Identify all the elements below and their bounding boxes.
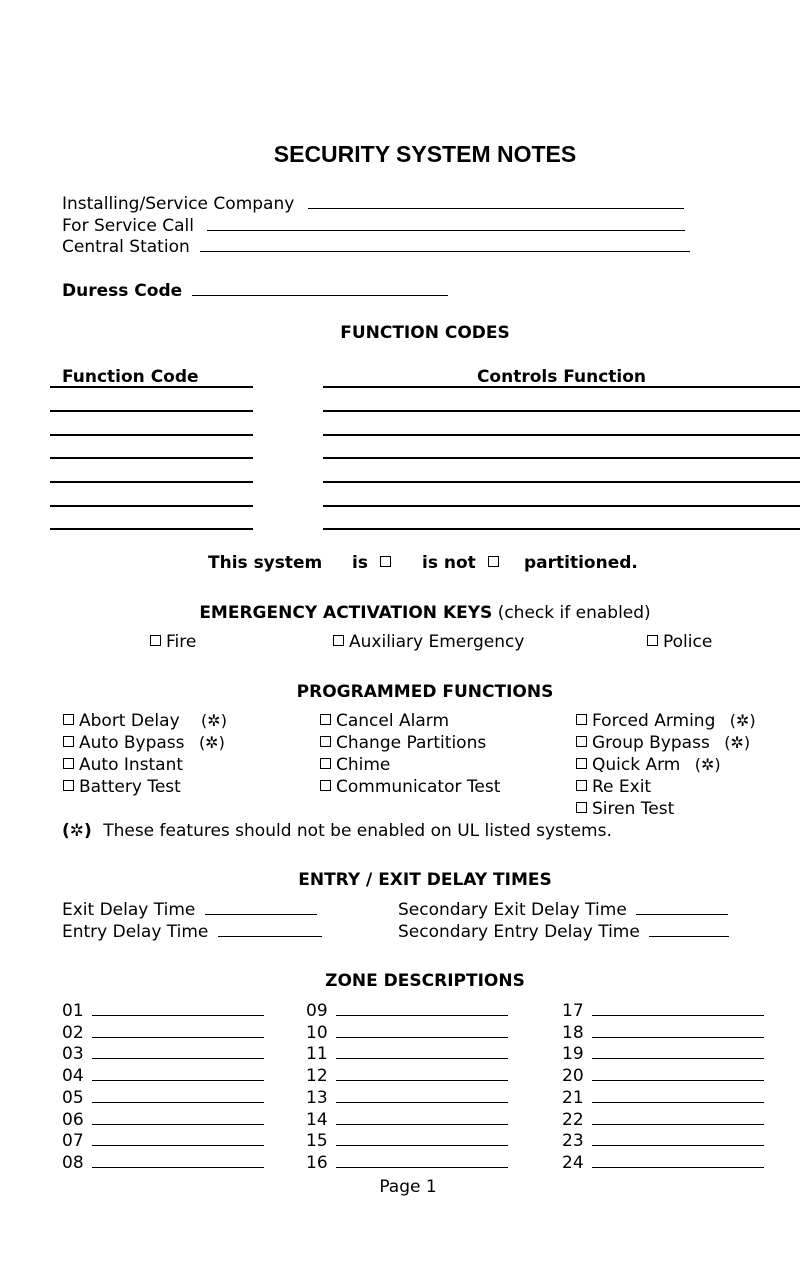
zone-row (306, 1065, 508, 1086)
function-re-exit[interactable] (576, 777, 651, 797)
zone-description-blank[interactable] (92, 1022, 264, 1038)
emergency-heading: EMERGENCY ACTIVATION KEYS (199, 603, 493, 623)
group-bypass-checkbox[interactable] (576, 736, 587, 747)
function-code-header-rule (50, 386, 253, 388)
zone-number: 06 (62, 1109, 84, 1130)
group-bypass-label: Group Bypass (592, 733, 710, 753)
zone-number: 22 (562, 1109, 584, 1130)
zone-number: 10 (306, 1022, 328, 1043)
communicator-test-label: Communicator Test (336, 777, 501, 797)
partition-is-label: is (352, 553, 368, 573)
secondary-exit-delay-label: Secondary Exit Delay Time (398, 900, 627, 920)
zone-description-blank[interactable] (592, 1130, 764, 1146)
zone-description-blank[interactable] (336, 1000, 508, 1016)
zone-row (62, 1087, 264, 1108)
zone-description-blank[interactable] (592, 1000, 764, 1016)
function-chime[interactable] (320, 755, 390, 775)
zone-row (62, 1043, 264, 1064)
function-group-bypass[interactable] (576, 733, 750, 753)
quick-arm-label: Quick Arm (592, 755, 681, 775)
secondary-entry-delay-blank[interactable] (649, 921, 729, 937)
service-call-field (62, 215, 685, 236)
zone-number: 12 (306, 1066, 328, 1087)
partition-suffix: partitioned. (524, 553, 638, 573)
battery-test-checkbox[interactable] (63, 780, 74, 791)
installing-company-blank[interactable] (308, 193, 684, 209)
function-quick-arm[interactable] (576, 755, 721, 775)
police-label: Police (663, 632, 713, 652)
zone-row (306, 1000, 508, 1021)
installing-company-label: Installing/Service Company (62, 194, 295, 214)
zone-row (306, 1130, 508, 1151)
emergency-heading-line (0, 603, 808, 623)
zone-row (562, 1022, 764, 1043)
zone-description-blank[interactable] (336, 1130, 508, 1146)
partition-is-not-label: is not (422, 553, 476, 573)
zone-description-blank[interactable] (92, 1000, 264, 1016)
ul-warning-mark: (✲) (198, 733, 225, 752)
zone-description-blank[interactable] (336, 1043, 508, 1059)
function-code-blank-5[interactable] (50, 505, 253, 507)
controls-function-blank-4[interactable] (323, 481, 800, 483)
zone-row (562, 1087, 764, 1108)
zone-description-blank[interactable] (336, 1087, 508, 1103)
auto-bypass-checkbox[interactable] (63, 736, 74, 747)
zone-number: 23 (562, 1131, 584, 1152)
exit-delay-blank[interactable] (205, 899, 317, 915)
page-number: Page 1 (379, 1177, 437, 1197)
abort-delay-label: Abort Delay (79, 711, 180, 731)
emergency-note: (check if enabled) (497, 603, 651, 623)
communicator-test-checkbox[interactable] (320, 780, 331, 791)
function-abort-delay[interactable] (63, 711, 227, 731)
zone-row (562, 1043, 764, 1064)
ul-footnote-mark: (✲) (62, 821, 92, 841)
zone-descriptions-heading: ZONE DESCRIPTIONS (325, 971, 525, 991)
zone-row (562, 1130, 764, 1151)
ul-warning-mark: (✲) (724, 733, 751, 752)
zone-row (62, 1065, 264, 1086)
function-auto-bypass[interactable] (63, 733, 225, 753)
zone-number: 13 (306, 1087, 328, 1108)
page-title: SECURITY SYSTEM NOTES (273, 141, 577, 167)
zone-row (562, 1000, 764, 1021)
zone-description-blank[interactable] (92, 1087, 264, 1103)
controls-function-blank-6[interactable] (323, 528, 800, 530)
zone-description-blank[interactable] (336, 1065, 508, 1081)
zone-number: 11 (306, 1044, 328, 1065)
zone-number: 21 (562, 1087, 584, 1108)
zone-description-blank[interactable] (592, 1152, 764, 1168)
forced-arming-checkbox[interactable] (576, 714, 587, 725)
zone-row (306, 1152, 508, 1173)
central-station-label: Central Station (62, 237, 190, 257)
zone-number: 05 (62, 1087, 84, 1108)
function-change-partitions[interactable] (320, 733, 486, 753)
zone-description-blank[interactable] (92, 1043, 264, 1059)
zone-row (306, 1043, 508, 1064)
zone-description-blank[interactable] (592, 1109, 764, 1125)
central-station-field (62, 236, 690, 257)
zone-description-blank[interactable] (336, 1109, 508, 1125)
zone-row (306, 1022, 508, 1043)
function-code-blank-3[interactable] (50, 457, 253, 459)
partition-is-not-option[interactable] (422, 553, 504, 573)
auto-bypass-label: Auto Bypass (79, 733, 185, 753)
duress-code-label: Duress Code (62, 281, 183, 301)
emergency-key-auxiliary[interactable] (333, 632, 524, 652)
zone-number: 02 (62, 1022, 84, 1043)
abort-delay-checkbox[interactable] (63, 714, 74, 725)
siren-test-label: Siren Test (592, 799, 675, 819)
fire-label: Fire (166, 632, 197, 652)
function-codes-heading: FUNCTION CODES (340, 323, 510, 343)
zone-row (306, 1087, 508, 1108)
forced-arming-label: Forced Arming (592, 711, 716, 731)
zone-number: 18 (562, 1022, 584, 1043)
zone-number: 04 (62, 1066, 84, 1087)
zone-number: 09 (306, 1001, 328, 1021)
function-siren-test[interactable] (576, 799, 674, 819)
zone-number: 16 (306, 1152, 328, 1173)
fire-checkbox[interactable] (150, 635, 161, 646)
auxiliary-label: Auxiliary Emergency (349, 632, 525, 652)
controls-function-header-rule (323, 386, 800, 388)
zone-row (62, 1130, 264, 1151)
zone-number: 01 (62, 1001, 84, 1021)
ul-warning-mark: (✲) (729, 711, 756, 730)
function-code-blank-1[interactable] (50, 410, 253, 412)
entry-delay-label: Entry Delay Time (62, 922, 209, 942)
battery-test-label: Battery Test (79, 777, 181, 797)
zone-description-blank[interactable] (92, 1065, 264, 1081)
partition-prefix: This system (208, 553, 323, 573)
secondary-exit-delay-blank[interactable] (636, 899, 728, 915)
zone-number: 15 (306, 1131, 328, 1152)
zone-description-blank[interactable] (92, 1130, 264, 1146)
function-code-blank-2[interactable] (50, 434, 253, 436)
zone-row (62, 1109, 264, 1130)
secondary-entry-delay-field (398, 921, 729, 942)
zone-number: 07 (62, 1131, 84, 1152)
auto-instant-checkbox[interactable] (63, 758, 74, 769)
zone-number: 17 (562, 1001, 584, 1021)
zone-number: 20 (562, 1066, 584, 1087)
secondary-entry-delay-label: Secondary Entry Delay Time (398, 922, 640, 942)
re-exit-checkbox[interactable] (576, 780, 587, 791)
ul-warning-mark: (✲) (201, 711, 227, 730)
emergency-key-police[interactable] (647, 632, 712, 652)
zone-row (62, 1022, 264, 1043)
controls-function-column-header: Controls Function (476, 367, 647, 387)
cancel-alarm-checkbox[interactable] (320, 714, 331, 725)
function-code-blank-6[interactable] (50, 528, 253, 530)
duress-code-field (62, 280, 448, 301)
installing-company-field (62, 193, 684, 214)
function-code-column-header: Function Code (62, 367, 199, 387)
siren-test-checkbox[interactable] (576, 802, 587, 813)
controls-function-blank-1[interactable] (323, 410, 800, 412)
zone-row (562, 1152, 764, 1173)
function-cancel-alarm[interactable] (320, 711, 449, 731)
emergency-key-fire[interactable] (150, 632, 196, 652)
delay-times-heading: ENTRY / EXIT DELAY TIMES (298, 870, 552, 890)
partition-is-checkbox[interactable] (380, 556, 391, 567)
zone-row (562, 1065, 764, 1086)
service-call-label: For Service Call (62, 216, 194, 236)
change-partitions-checkbox[interactable] (320, 736, 331, 747)
partition-is-option[interactable] (352, 553, 396, 573)
cancel-alarm-label: Cancel Alarm (336, 711, 450, 731)
zone-description-blank[interactable] (92, 1152, 264, 1168)
zone-number: 14 (306, 1109, 328, 1130)
police-checkbox[interactable] (647, 635, 658, 646)
auto-instant-label: Auto Instant (79, 755, 184, 775)
programmed-functions-heading: PROGRAMMED FUNCTIONS (296, 682, 554, 702)
zone-number: 24 (562, 1152, 584, 1173)
quick-arm-checkbox[interactable] (576, 758, 587, 769)
zone-description-blank[interactable] (592, 1065, 764, 1081)
function-communicator-test[interactable] (320, 777, 500, 797)
auxiliary-checkbox[interactable] (333, 635, 344, 646)
duress-code-blank[interactable] (192, 280, 448, 296)
zone-number: 08 (62, 1152, 84, 1173)
zone-row (306, 1109, 508, 1130)
zone-row (62, 1152, 264, 1173)
zone-number: 19 (562, 1044, 584, 1065)
zone-number: 03 (62, 1044, 84, 1065)
zone-description-blank[interactable] (592, 1022, 764, 1038)
zone-row (562, 1109, 764, 1130)
service-call-blank[interactable] (207, 215, 685, 231)
change-partitions-label: Change Partitions (336, 733, 487, 753)
function-battery-test[interactable] (63, 777, 181, 797)
central-station-blank[interactable] (200, 236, 690, 252)
ul-footnote (62, 821, 612, 841)
secondary-exit-delay-field (398, 899, 728, 920)
function-auto-instant[interactable] (63, 755, 183, 775)
controls-function-blank-3[interactable] (323, 457, 800, 459)
zone-description-blank[interactable] (336, 1022, 508, 1038)
ul-footnote-text: These features should not be enabled on UL listed systems. (103, 821, 612, 841)
ul-warning-mark: (✲) (694, 755, 721, 774)
entry-delay-blank[interactable] (218, 921, 322, 937)
exit-delay-field (62, 899, 317, 920)
function-forced-arming[interactable] (576, 711, 756, 731)
zone-description-blank[interactable] (592, 1087, 764, 1103)
controls-function-blank-2[interactable] (323, 434, 800, 436)
partition-is-not-checkbox[interactable] (488, 556, 499, 567)
chime-label: Chime (336, 755, 391, 775)
entry-delay-field (62, 921, 322, 942)
controls-function-blank-5[interactable] (323, 505, 800, 507)
zone-description-blank[interactable] (336, 1152, 508, 1168)
re-exit-label: Re Exit (592, 777, 652, 797)
zone-row (62, 1000, 264, 1021)
chime-checkbox[interactable] (320, 758, 331, 769)
function-code-blank-4[interactable] (50, 481, 253, 483)
zone-description-blank[interactable] (592, 1043, 764, 1059)
exit-delay-label: Exit Delay Time (62, 900, 196, 920)
zone-description-blank[interactable] (92, 1109, 264, 1125)
